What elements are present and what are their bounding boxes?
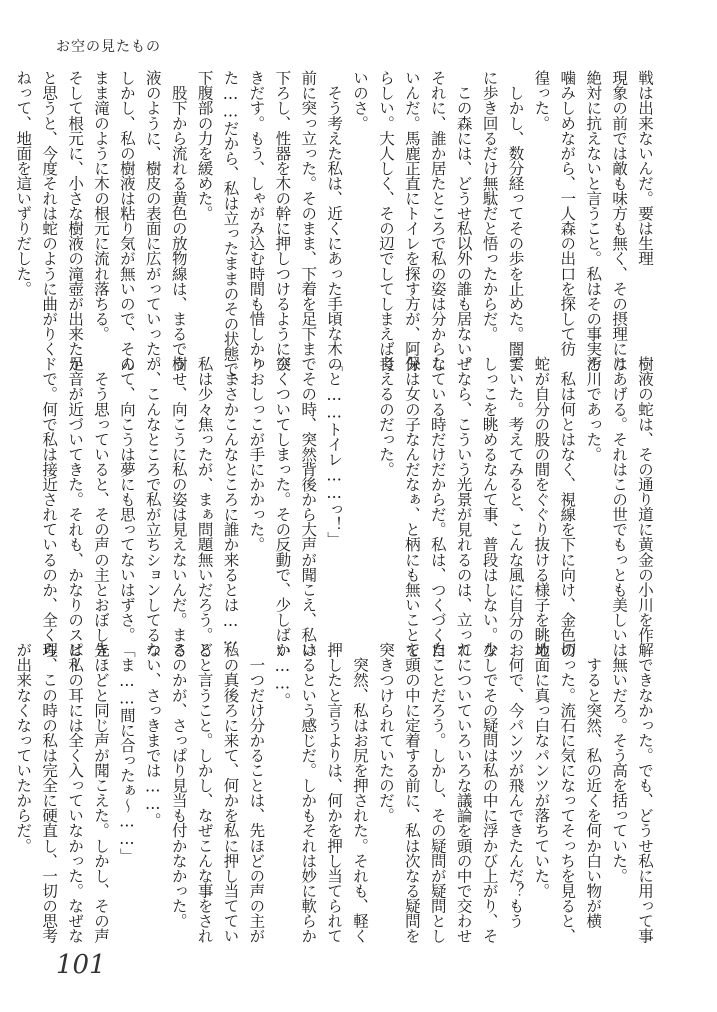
lower-text-block bbox=[9, 642, 657, 944]
text-line: た……だから、私は立ったままのその状態で、 bbox=[221, 70, 240, 392]
text-line: ていた。考えてみると、こんな風に自分のお bbox=[506, 356, 525, 658]
text-line: しっこを眺めるなんて事、普段はしない。な bbox=[480, 356, 499, 658]
text-line: 徨った。 bbox=[532, 70, 551, 131]
text-line: ると言うこと。しかし、なぜこんな事をされ bbox=[195, 642, 214, 944]
text-line: 考えるのだった。 bbox=[376, 356, 395, 477]
text-line: ねって、地面を這いずりだした。 bbox=[14, 70, 33, 296]
text-line: 現象の前では敵も味方も無く、その摂理には bbox=[610, 70, 629, 372]
text-line: 前に突っ立った。そのまま、下着を足下まで bbox=[299, 70, 318, 372]
text-line: 突然、私はお尻を押された。それも、軽く bbox=[351, 642, 370, 944]
text-line: に歩き回るだけ無駄だと悟ったからだ。 bbox=[480, 70, 499, 341]
text-line: そう思っていると、その声の主とおぼしき bbox=[91, 356, 110, 658]
text-line: ぜなら、こういう光景が見れるのは、立って bbox=[454, 356, 473, 658]
text-line: 私は少々焦ったが、まぁ問題無いだろう。ど bbox=[195, 356, 214, 658]
text-line: らしい。大人しく、その辺でしてしまえば良 bbox=[376, 70, 395, 372]
text-line: うせ、向こうに私の姿は見えないんだ。まさ bbox=[169, 356, 188, 658]
text-line: 私は何とはなく、視線を下に向け、金色の bbox=[558, 356, 577, 658]
text-line: 戦は出来ないんだ。要は生理 bbox=[636, 70, 654, 266]
text-line: 下腹部の力を緩めた。 bbox=[195, 70, 214, 221]
text-line: 蛇が自分の股の間をぐぐり抜ける様子を眺め bbox=[532, 356, 551, 658]
text-line: りおしっこが手にかかった。 bbox=[247, 356, 266, 552]
page-number: 101 bbox=[56, 950, 106, 980]
text-line: 一つだけ分かることは、先ほどの声の主が bbox=[247, 642, 266, 944]
text-line: 分は女の子なんだなぁ、と柄にも無いことを bbox=[402, 356, 421, 658]
text-line: 解できなかった。でも、どうせ私に用って事 bbox=[636, 642, 654, 944]
text-line: 切った。流石に気になってそっちを見ると、 bbox=[558, 642, 577, 944]
text-line: そして根元に、小さな樹液の滝壺が出来たか bbox=[66, 70, 85, 372]
text-line: すると突然、私の近くを何か白い物が横 bbox=[584, 642, 603, 928]
text-line: 液のように、樹皮の表面に広がっていった。 bbox=[143, 70, 162, 372]
text-line: 何で、今パンツが飛んできたんだ？もう bbox=[506, 642, 525, 928]
text-line: 汚川であった。 bbox=[584, 356, 603, 462]
text-line: まま滝のように木の根元に流れ落ちる。 bbox=[91, 70, 110, 341]
text-line: れについていろいろな議論を頭の中で交わせ bbox=[454, 642, 473, 944]
text-line: きだす。もう、しゃがみ込む時間も惜しかっ bbox=[247, 70, 266, 372]
running-head: お空の見たもの bbox=[56, 39, 161, 55]
text-line: か、こんなところで私が立ちションしてるな bbox=[143, 356, 162, 658]
text-line: い……。 bbox=[273, 642, 292, 708]
text-line: この森には、どうせ私以外の誰も居ない。 bbox=[454, 70, 473, 372]
text-line: 私の真後ろに来て、何かを私に押し当ててい bbox=[221, 642, 240, 944]
text-line: は私の耳には全く入っていなかった。なぜな bbox=[66, 642, 85, 944]
text-line: 噛みしめながら、一人森の出口を探して彷 bbox=[558, 70, 577, 356]
text-line: が出来なくなっていたからだ。 bbox=[14, 642, 33, 853]
text-line: りあげる。それはこの世でもっとも美しい bbox=[610, 356, 629, 642]
text-line: んて、向こうは夢にも思ってないはずさ。 bbox=[117, 356, 136, 642]
text-line: びくついてしまった。その反動で、少しばか bbox=[273, 356, 292, 658]
text-line: つい、さっきまでは……。 bbox=[143, 642, 162, 828]
text-line: 樹液の蛇は、その通り道に黄金の小川を作 bbox=[636, 356, 654, 642]
middle-text-block bbox=[35, 356, 657, 673]
text-line: 足音が近づいてきた。それも、かなりのスピー bbox=[66, 356, 85, 673]
text-line: ら、この時の私は完全に硬直し、一切の思考 bbox=[40, 642, 59, 944]
text-line: それに、誰か居たところで私の姿は分からな bbox=[428, 70, 447, 372]
text-line: まさかこんなところに誰か来るとは……。 bbox=[221, 356, 240, 663]
text-line: 押したと言うよりは、何かを押し当てられて bbox=[325, 642, 344, 944]
text-line: 下ろし、性器を木の幹に押しつけるように突 bbox=[273, 70, 292, 372]
text-line: 突きつけられていたのだ。 bbox=[376, 642, 395, 823]
text-line: ドで。何で私は接近されているのか、全く理 bbox=[40, 356, 59, 658]
text-line: 少しでその疑問は私の中に浮かび上がり、そ bbox=[480, 642, 499, 944]
text-line: て頭の中に定着する前に、私は次なる疑問を bbox=[402, 642, 421, 944]
text-line: 絶対に抗えないと言うこと。私はその事実を bbox=[584, 70, 603, 372]
text-line: るのかが、さっぱり見当も付かなかった。 bbox=[169, 642, 188, 928]
text-line: 股下から流れる黄色の放物線は、まるで樹 bbox=[169, 70, 188, 372]
text-line: いのさ。 bbox=[351, 70, 370, 131]
text-line: いんだ。馬鹿正直にトイレを探す方が、阿保 bbox=[402, 70, 421, 372]
text-line: その時、突然背後から大声が聞こえ、私は bbox=[299, 356, 318, 658]
text-line: と思うと、今度それは蛇のように曲がりく bbox=[40, 70, 59, 356]
text-line: は無いだろ。そう高を括っていた。 bbox=[610, 642, 629, 883]
text-line: いるという感じだ。しかもそれは妙に軟らか bbox=[299, 642, 318, 944]
text-line: たことだろう。しかし、その疑問が疑問とし bbox=[428, 642, 447, 944]
text-line: そう考えた私は、近くにあった手頃な木の bbox=[325, 70, 344, 372]
text-line: しかし、数分経ってその歩を止めた。闇雲 bbox=[506, 70, 525, 372]
text-line: 「ま……間に合ったぁ〜……」 bbox=[117, 642, 136, 863]
upper-text-block bbox=[9, 70, 657, 392]
text-line bbox=[346, 356, 372, 614]
text-line: 先ほどと同じ声が聞こえた。しかし、その声 bbox=[91, 642, 110, 944]
text-line: 地面に真っ白なパンツが落ちていた。 bbox=[532, 642, 551, 898]
text-line: している時だけだからだ。私は、つくづく自 bbox=[428, 356, 447, 658]
text-line: 「と……トイレ……っ！」 bbox=[325, 356, 344, 547]
text-line: しかし、私の樹液は粘り気が無いので、その bbox=[117, 70, 136, 372]
